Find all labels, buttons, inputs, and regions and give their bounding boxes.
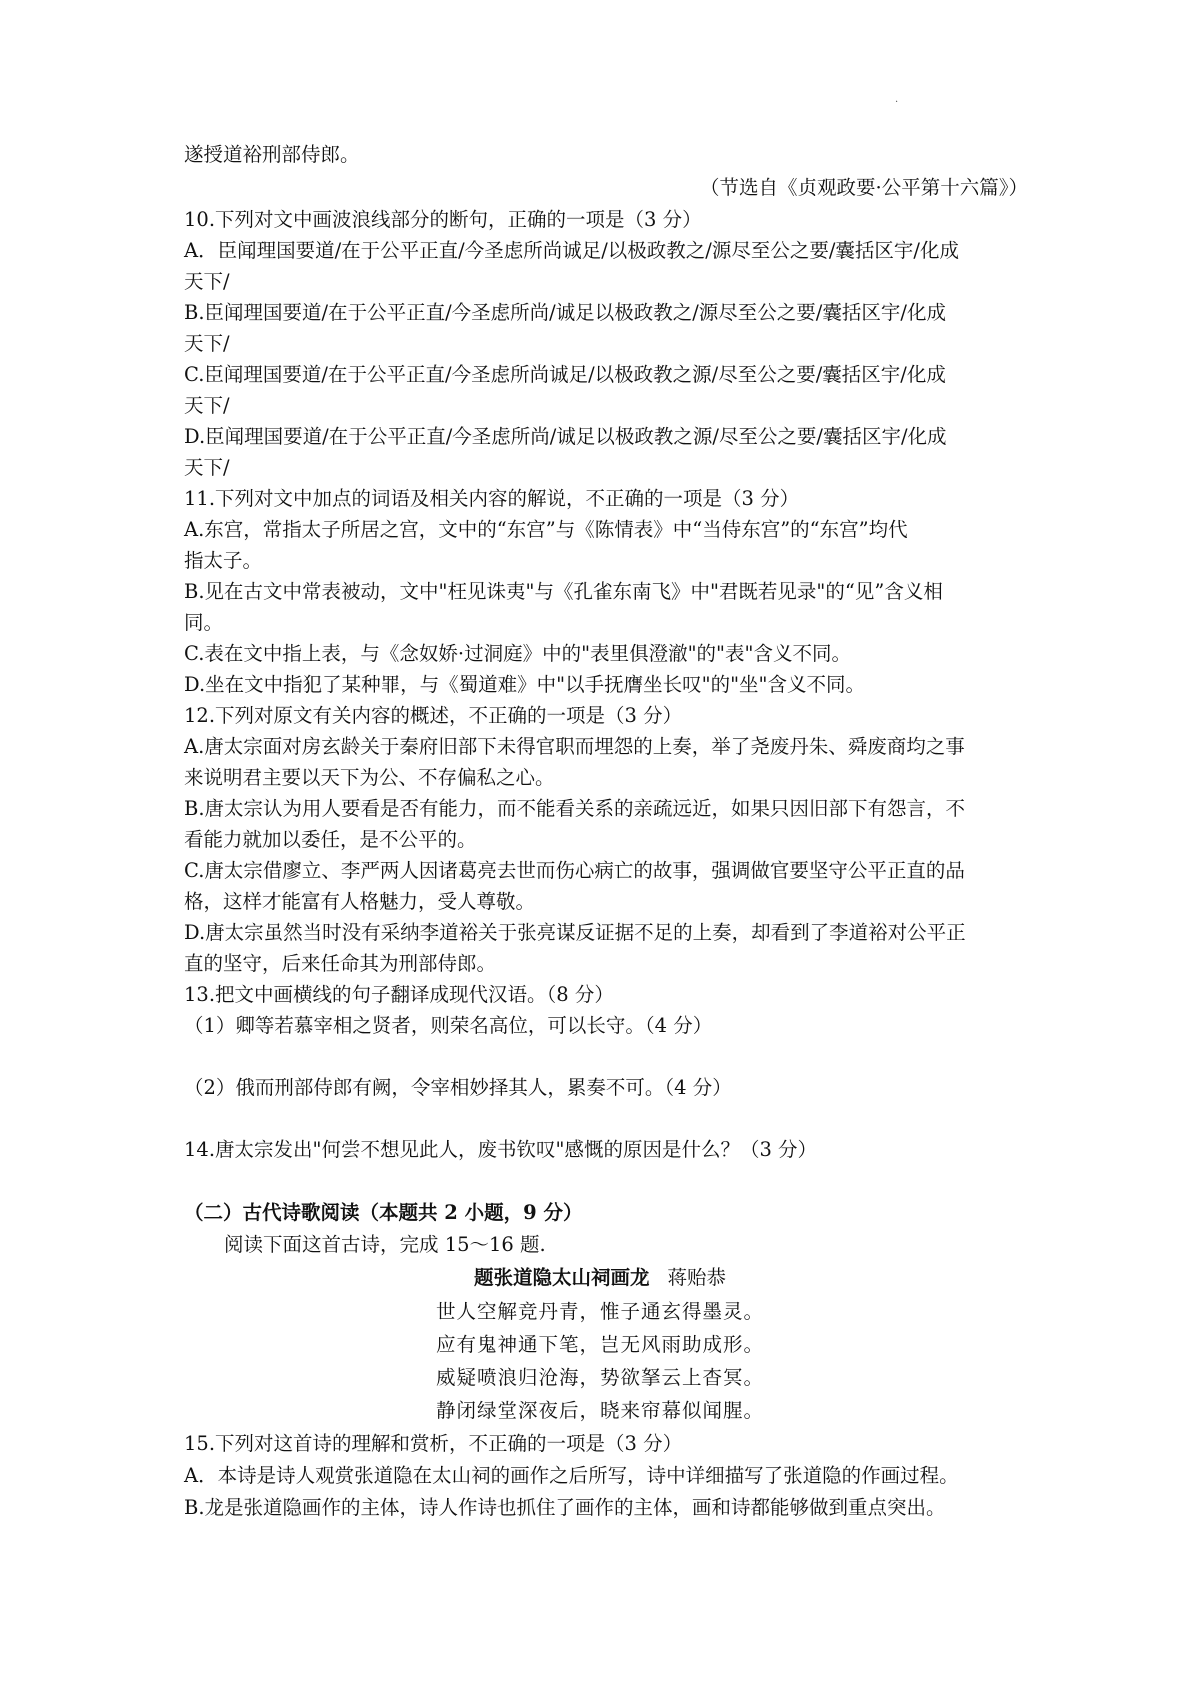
q11-option-a: A.东宫，常指太子所居之宫，文中的“东宫”与《陈情表》中“当侍东宫”的“东宫”均代 <box>184 518 908 541</box>
question-15: 15.下列对这首诗的理解和赏析，不正确的一项是（3 分） <box>184 1432 683 1455</box>
question-11: 11.下列对文中加点的词语及相关内容的解说，不正确的一项是（3 分） <box>184 487 800 510</box>
question-13: 13.把文中画横线的句子翻译成现代汉语。（8 分） <box>184 983 614 1006</box>
question-10: 10.下列对文中画波浪线部分的断句，正确的一项是（3 分） <box>184 208 702 231</box>
poem-line-2: 应有鬼神通下笔，岂无风雨助成形。 <box>435 1333 764 1356</box>
q10-option-d: D.臣闻理国要道/在于公平正直/今圣虑所尚/诚足以极政教之源/尽至公之要/囊括区宇/化成 <box>184 425 947 448</box>
q12-option-a-cont: 来说明君主要以天下为公、不存偏私之心。 <box>184 766 555 789</box>
q10-option-b-cont: 天下/ <box>184 332 230 355</box>
q11-option-c: C.表在文中指上表，与《念奴娇·过洞庭》中的"表里俱澄澈"的"表"含义不同。 <box>184 642 851 665</box>
q10-option-b: B.臣闻理国要道/在于公平正直/今圣虑所尚/诚足以极政教之/源尽至公之要/囊括区宇/化成 <box>184 301 946 324</box>
question-14: 14.唐太宗发出"何尝不想见此人，废书钦叹"感慨的原因是什么？（3 分） <box>184 1138 818 1161</box>
q11-option-b-cont: 同。 <box>184 611 224 634</box>
poem-title-line <box>0 1268 1200 1288</box>
q12-option-d-cont: 直的坚守，后来任命其为刑部侍郎。 <box>184 952 497 975</box>
q12-option-d: D.唐太宗虽然当时没有采纳李道裕关于张亮谋反证据不足的上奏，却看到了李道裕对公平正 <box>184 921 966 944</box>
q11-option-b: B.见在古文中常表被动，文中"枉见诛夷"与《孔雀东南飞》中"君既若见录"的“见”含义相 <box>184 580 943 603</box>
q13-part-1: （1）卿等若慕宰相之贤者，则荣名高位，可以长守。（4 分） <box>184 1014 713 1037</box>
instruction: 阅读下面这首古诗，完成 15～16 题. <box>224 1233 546 1256</box>
question-12: 12.下列对原文有关内容的概述，不正确的一项是（3 分） <box>184 704 683 727</box>
q12-option-b-cont: 看能力就加以委任，是不公平的。 <box>184 828 477 851</box>
q12-option-b: B.唐太宗认为用人要看是否有能力，而不能看关系的亲疏远近，如果只因旧部下有怨言，不 <box>184 797 966 820</box>
q12-option-c-cont: 格，这样才能富有人格魅力，受人尊敬。 <box>184 890 536 913</box>
poem-title: 题张道隐太山祠画龙 <box>473 1266 650 1289</box>
q12-option-c: C.唐太宗借廖立、李严两人因诸葛亮去世而伤心病亡的故事，强调做官要坚守公平正直的品 <box>184 859 965 882</box>
q12-option-a: A.唐太宗面对房玄龄关于秦府旧部下未得官职而埋怨的上奏，举了尧废丹朱、舜废商均之事 <box>184 735 965 758</box>
q10-option-a: A．臣闻理国要道/在于公平正直/今圣虑所尚诚足/以极政教之/源尽至公之要/囊括区宇/化成 <box>184 239 960 262</box>
q10-option-d-cont: 天下/ <box>184 456 230 479</box>
poem-line-1: 世人空解竞丹青，惟子通玄得墨灵。 <box>435 1300 764 1323</box>
page-dot: . <box>895 94 899 105</box>
q10-option-c: C.臣闻理国要道/在于公平正直/今圣虑所尚诚足/以极政教之源/尽至公之要/囊括区宇/化成 <box>184 363 946 386</box>
q13-part-2: （2）俄而刑部侍郎有阙，令宰相妙择其人，累奏不可。（4 分） <box>184 1076 732 1099</box>
poem-author: 蒋贻恭 <box>667 1266 727 1289</box>
q15-option-a: A．本诗是诗人观赏张道隐在太山祠的画作之后所写，诗中详细描写了张道隐的作画过程。 <box>184 1464 959 1487</box>
q11-option-d: D.坐在文中指犯了某种罪，与《蜀道难》中"以手抚膺坐长叹"的"坐"含义不同。 <box>184 673 866 696</box>
q10-option-a-cont: 天下/ <box>184 270 230 293</box>
q15-option-b: B.龙是张道隐画作的主体，诗人作诗也抓住了画作的主体，画和诗都能够做到重点突出。 <box>184 1496 946 1519</box>
q11-option-a-cont: 指太子。 <box>184 549 263 572</box>
source-citation: （节选自《贞观政要·公平第十六篇》） <box>700 176 1028 199</box>
section-heading: （二）古代诗歌阅读（本题共 2 小题，9 分） <box>184 1201 583 1224</box>
text-line: 遂授道裕刑部侍郎。 <box>184 143 360 166</box>
poem-line-3: 威疑喷浪归沧海，势欲拏云上杳冥。 <box>435 1366 764 1389</box>
poem-line-4: 静闭绿堂深夜后，晓来帘幕似闻腥。 <box>435 1399 764 1422</box>
q10-option-c-cont: 天下/ <box>184 394 230 417</box>
